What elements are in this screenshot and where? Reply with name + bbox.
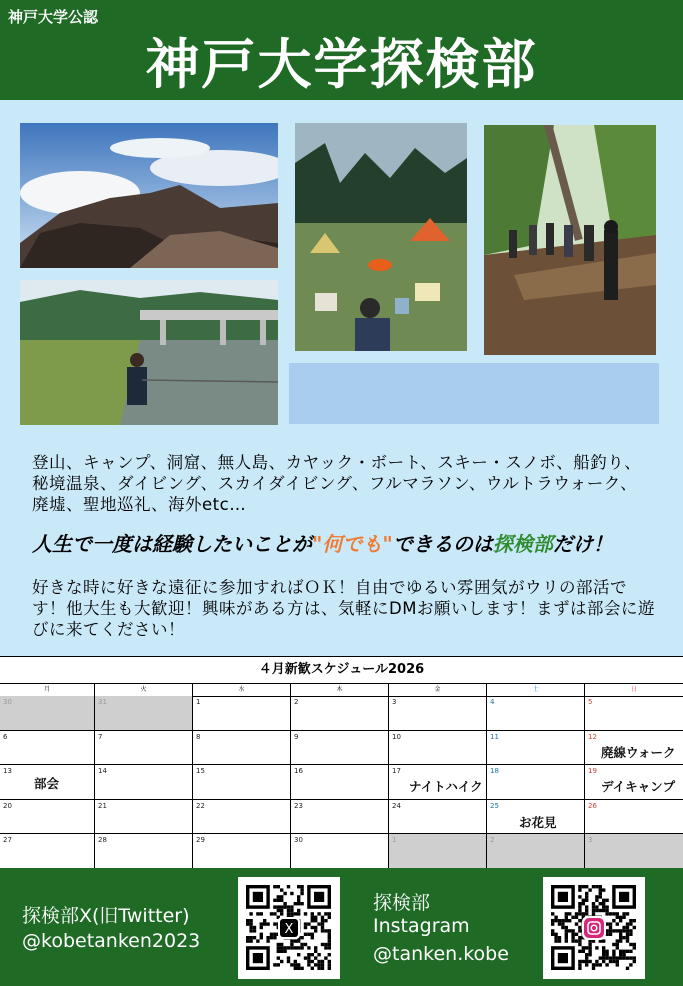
day-number: 14 <box>98 767 107 776</box>
slogan-quote: "何でも" <box>312 532 393 556</box>
day-number: 8 <box>196 732 201 741</box>
calendar-day-cell <box>95 731 193 766</box>
calendar-day-cell <box>0 696 95 731</box>
calendar-day-cell <box>291 731 389 766</box>
mountain-photo <box>20 123 278 268</box>
weekday-header: 火 <box>95 684 193 696</box>
day-number: 29 <box>196 836 205 845</box>
schedule-calendar <box>0 656 683 869</box>
slogan-club-name: 探検部 <box>492 532 553 556</box>
day-number: 17 <box>392 767 401 776</box>
calendar-day-cell <box>585 800 683 835</box>
calendar-day-cell <box>389 731 487 766</box>
fishing-photo <box>20 280 278 425</box>
calendar-day-cell <box>389 834 487 869</box>
day-number: 9 <box>294 732 299 741</box>
day-number: 1 <box>196 698 201 706</box>
svg-text:X: X <box>284 922 294 937</box>
day-number: 7 <box>98 732 103 741</box>
x-qr-code-icon[interactable] <box>238 877 340 979</box>
calendar-day-cell <box>585 834 683 869</box>
calendar-day-cell <box>487 696 585 731</box>
calendar-day-cell <box>487 731 585 766</box>
instagram-handle[interactable]: @tanken.kobe <box>373 943 509 965</box>
day-number: 2 <box>294 698 299 706</box>
calendar-event: ナイトハイク <box>409 779 483 795</box>
day-number: 31 <box>98 698 107 706</box>
slogan-part: できるのは <box>392 532 493 556</box>
day-number: 2 <box>490 836 495 845</box>
day-number: 25 <box>490 801 499 810</box>
weekday-header: 月 <box>0 684 95 696</box>
weekday-header: 木 <box>291 684 389 696</box>
calendar-day-cell <box>291 765 389 800</box>
hiking-photo <box>484 125 656 355</box>
calendar-day-cell <box>585 696 683 731</box>
calendar-day-cell <box>291 800 389 835</box>
calendar-day-cell <box>193 765 291 800</box>
weekday-header: 金 <box>389 684 487 696</box>
calendar-day-cell <box>585 765 683 800</box>
day-number: 30 <box>3 698 12 706</box>
calendar-day-cell <box>291 834 389 869</box>
official-label: 神戸大学公認 <box>8 8 99 26</box>
calendar-day-cell <box>487 765 585 800</box>
calendar-day-cell <box>95 834 193 869</box>
calendar-day-cell <box>487 800 585 835</box>
day-number: 26 <box>588 801 597 810</box>
instagram-label-2: Instagram <box>373 915 470 937</box>
calendar-event: 部会 <box>34 776 60 792</box>
day-number: 10 <box>392 732 401 741</box>
calendar-day-cell <box>193 696 291 731</box>
calendar-day-cell <box>0 765 95 800</box>
calendar-event: デイキャンプ <box>601 779 676 795</box>
instagram-qr-code-icon[interactable] <box>543 877 645 979</box>
calendar-day-cell <box>0 800 95 835</box>
club-slogan <box>32 528 662 557</box>
day-number: 20 <box>3 801 12 810</box>
day-number: 22 <box>196 801 205 810</box>
day-number: 28 <box>98 836 107 845</box>
weekday-header: 日 <box>630 686 637 693</box>
day-number: 13 <box>3 767 12 776</box>
day-number: 27 <box>3 836 12 845</box>
day-number: 4 <box>490 698 495 706</box>
blank-panel <box>289 363 659 424</box>
day-number: 18 <box>490 767 499 776</box>
main-content <box>0 100 683 656</box>
day-number: 6 <box>3 732 8 741</box>
calendar-day-cell <box>585 731 683 766</box>
footer-banner <box>0 868 683 986</box>
day-number: 21 <box>98 801 107 810</box>
camp-photo <box>295 123 467 351</box>
day-number: 1 <box>392 836 397 845</box>
day-number: 16 <box>294 767 303 776</box>
calendar-day-cell <box>0 834 95 869</box>
day-number: 30 <box>294 836 303 845</box>
day-number: 3 <box>392 698 397 706</box>
calendar-day-cell <box>389 696 487 731</box>
weekday-header: 水 <box>193 684 291 696</box>
day-number: 11 <box>490 732 499 741</box>
calendar-day-cell <box>95 765 193 800</box>
day-number: 3 <box>588 836 593 845</box>
x-account-label: 探検部X(旧Twitter) <box>22 905 190 927</box>
slogan-part: 人生で一度は経験したいことが <box>32 532 312 556</box>
weekday-header: 土 <box>487 684 585 696</box>
calendar-day-cell <box>389 800 487 835</box>
x-account-handle[interactable]: @kobetanken2023 <box>22 930 201 952</box>
header-banner <box>0 0 683 100</box>
calendar-day-cell <box>0 731 95 766</box>
calendar-day-cell <box>193 834 291 869</box>
instagram-label: 探検部 <box>373 892 431 914</box>
day-number: 5 <box>588 698 593 706</box>
day-number: 23 <box>294 801 303 810</box>
calendar-day-cell <box>389 765 487 800</box>
calendar-day-cell <box>291 696 389 731</box>
calendar-day-cell <box>95 696 193 731</box>
day-number: 12 <box>588 732 597 741</box>
calendar-day-cell <box>95 800 193 835</box>
day-number: 24 <box>392 801 401 810</box>
day-number: 19 <box>588 767 597 776</box>
slogan-part: だけ！ <box>552 532 613 556</box>
calendar-title: ４月新歓スケジュール2026 <box>258 662 425 677</box>
club-description: 好きな時に好きな遠征に参加すればＯＫ！自由でゆるい雰囲気がウリの部活です！他大生も大歓迎！興味がある方は、気軽にDMお願いします！まずは部会に遊びに来てください！ <box>32 578 655 639</box>
calendar-event: 廃線ウォーク <box>601 744 676 760</box>
calendar-day-cell <box>487 834 585 869</box>
calendar-day-cell <box>193 800 291 835</box>
day-number: 15 <box>196 767 205 776</box>
activities-text: 登山、キャンプ、洞窟、無人島、カヤック・ボート、スキー・スノボ、船釣り、秘境温泉、ダイビング、スカイダイビング、フルマラソン、ウルトラウォーク、廃墟、聖地巡礼、海外etc… <box>32 453 642 514</box>
calendar-day-cell <box>193 731 291 766</box>
calendar-event: お花見 <box>519 814 557 830</box>
page-title: 神戸大学探検部 <box>145 33 538 96</box>
calendar-weekday-header <box>0 683 683 697</box>
